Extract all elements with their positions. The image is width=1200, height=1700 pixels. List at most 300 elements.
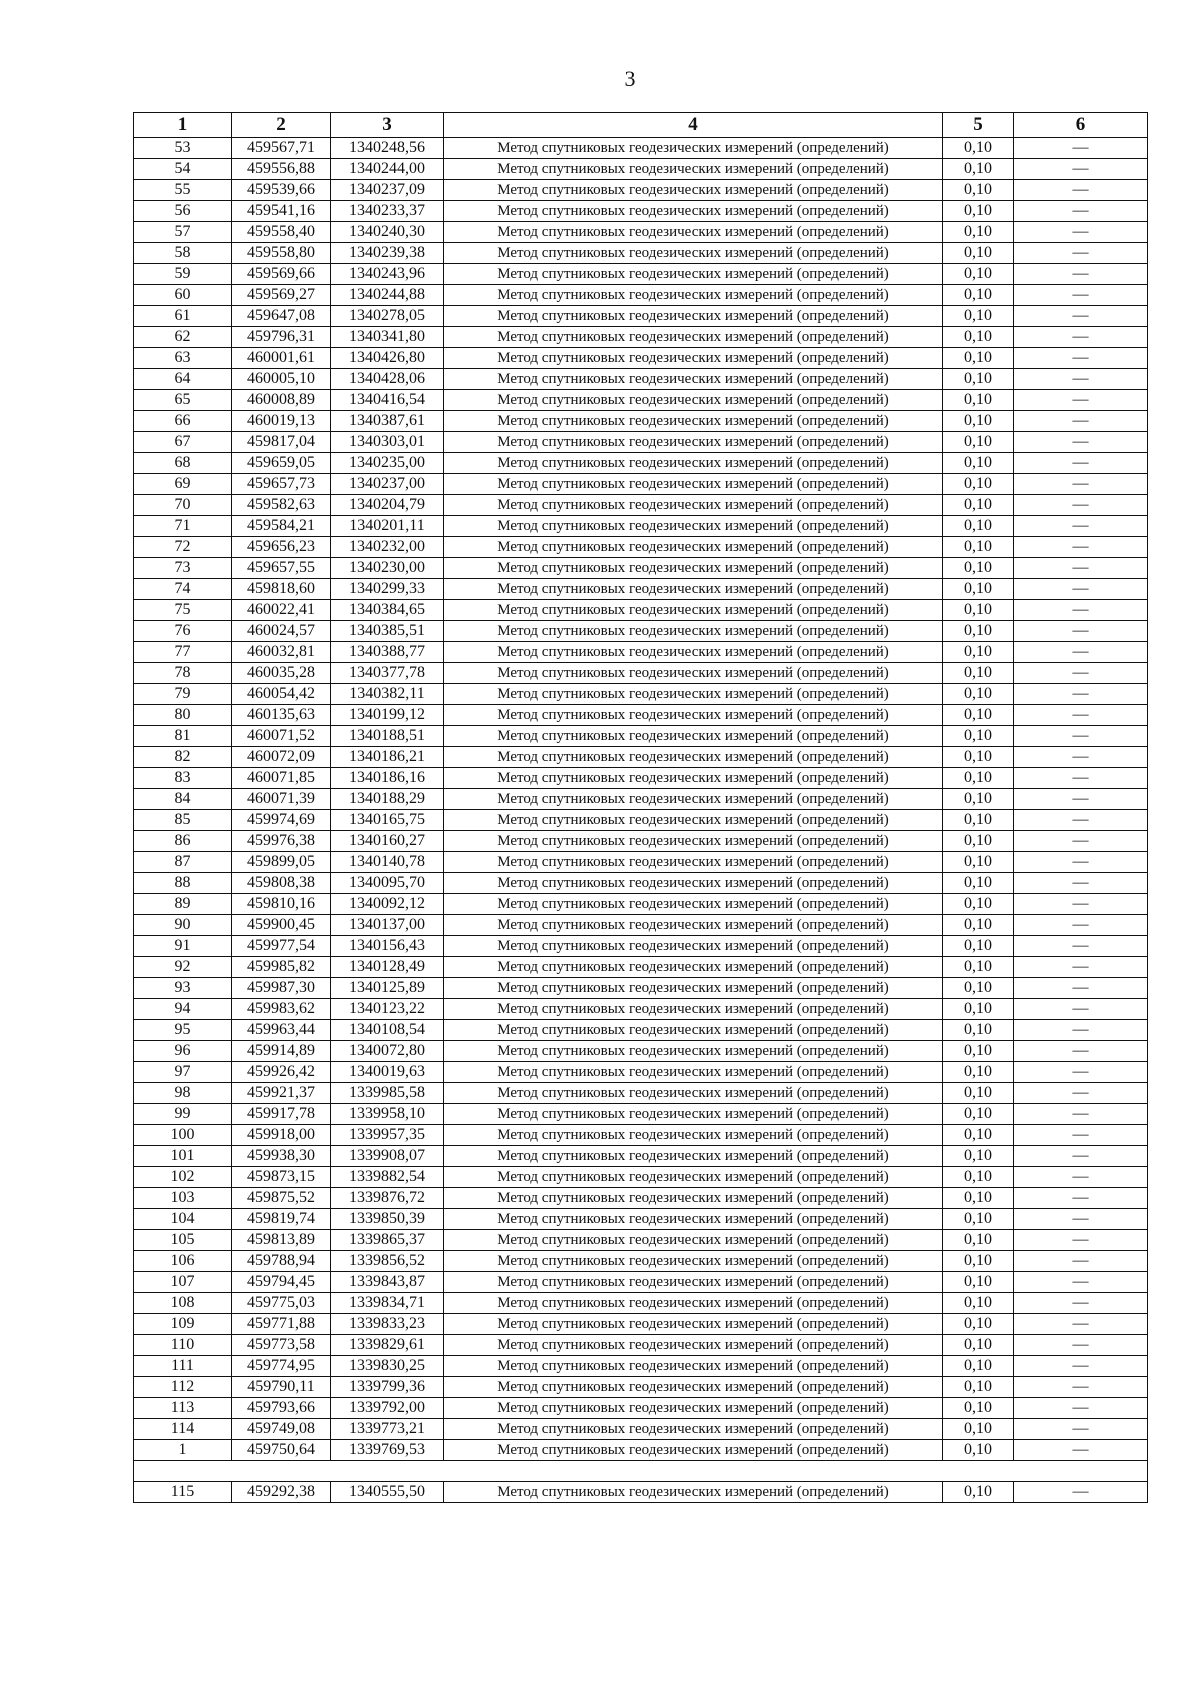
accuracy-cell: 0,10 xyxy=(943,915,1014,936)
accuracy-cell: 0,10 xyxy=(943,789,1014,810)
point-number-cell: 96 xyxy=(134,1041,232,1062)
accuracy-cell: 0,10 xyxy=(943,1335,1014,1356)
point-number-cell: 56 xyxy=(134,201,232,222)
accuracy-cell: 0,10 xyxy=(943,1272,1014,1293)
method-cell: Метод спутниковых геодезических измерений (определений) xyxy=(444,390,943,411)
description-cell: — xyxy=(1014,411,1148,432)
point-number-cell: 66 xyxy=(134,411,232,432)
y-coordinate-cell: 1340092,12 xyxy=(331,894,444,915)
accuracy-cell: 0,10 xyxy=(943,306,1014,327)
method-cell: Метод спутниковых геодезических измерений (определений) xyxy=(444,411,943,432)
point-number-cell: 108 xyxy=(134,1293,232,1314)
method-cell: Метод спутниковых геодезических измерений (определений) xyxy=(444,1167,943,1188)
accuracy-cell: 0,10 xyxy=(943,1167,1014,1188)
point-number-cell: 68 xyxy=(134,453,232,474)
x-coordinate-cell: 460135,63 xyxy=(232,705,331,726)
point-number-cell: 113 xyxy=(134,1398,232,1419)
point-number-cell: 112 xyxy=(134,1377,232,1398)
description-cell: — xyxy=(1014,831,1148,852)
table-row xyxy=(134,264,1148,285)
accuracy-cell: 0,10 xyxy=(943,159,1014,180)
x-coordinate-cell: 459918,00 xyxy=(232,1125,331,1146)
accuracy-cell: 0,10 xyxy=(943,1188,1014,1209)
table-row xyxy=(134,705,1148,726)
description-cell: — xyxy=(1014,432,1148,453)
accuracy-cell: 0,10 xyxy=(943,579,1014,600)
method-cell: Метод спутниковых геодезических измерений (определений) xyxy=(444,537,943,558)
table-row xyxy=(134,768,1148,789)
accuracy-cell: 0,10 xyxy=(943,1041,1014,1062)
y-coordinate-cell: 1339773,21 xyxy=(331,1419,444,1440)
accuracy-cell: 0,10 xyxy=(943,642,1014,663)
description-cell: — xyxy=(1014,537,1148,558)
accuracy-cell: 0,10 xyxy=(943,663,1014,684)
y-coordinate-cell: 1339882,54 xyxy=(331,1167,444,1188)
method-cell: Метод спутниковых геодезических измерений (определений) xyxy=(444,1419,943,1440)
method-cell: Метод спутниковых геодезических измерений (определений) xyxy=(444,1041,943,1062)
y-coordinate-cell: 1340108,54 xyxy=(331,1020,444,1041)
method-cell: Метод спутниковых геодезических измерений (определений) xyxy=(444,1398,943,1419)
method-cell: Метод спутниковых геодезических измерений (определений) xyxy=(444,516,943,537)
x-coordinate-cell: 459926,42 xyxy=(232,1062,331,1083)
description-cell: — xyxy=(1014,957,1148,978)
y-coordinate-cell: 1339985,58 xyxy=(331,1083,444,1104)
description-cell: — xyxy=(1014,1167,1148,1188)
point-number-cell: 99 xyxy=(134,1104,232,1125)
accuracy-cell: 0,10 xyxy=(943,558,1014,579)
method-cell: Метод спутниковых геодезических измерений (определений) xyxy=(444,327,943,348)
description-cell: — xyxy=(1014,684,1148,705)
x-coordinate-cell: 459793,66 xyxy=(232,1398,331,1419)
point-number-cell: 103 xyxy=(134,1188,232,1209)
accuracy-cell: 0,10 xyxy=(943,768,1014,789)
description-cell: — xyxy=(1014,201,1148,222)
method-cell: Метод спутниковых геодезических измерений (определений) xyxy=(444,726,943,747)
point-number-cell: 95 xyxy=(134,1020,232,1041)
y-coordinate-cell: 1339829,61 xyxy=(331,1335,444,1356)
table-row xyxy=(134,285,1148,306)
method-cell: Метод спутниковых геодезических измерений (определений) xyxy=(444,810,943,831)
table-row xyxy=(134,495,1148,516)
point-number-cell: 89 xyxy=(134,894,232,915)
method-cell: Метод спутниковых геодезических измерений (определений) xyxy=(444,957,943,978)
table-row xyxy=(134,747,1148,768)
x-coordinate-cell: 459569,27 xyxy=(232,285,331,306)
method-cell: Метод спутниковых геодезических измерений (определений) xyxy=(444,1482,943,1503)
description-cell: — xyxy=(1014,726,1148,747)
accuracy-cell: 0,10 xyxy=(943,327,1014,348)
method-cell: Метод спутниковых геодезических измерений (определений) xyxy=(444,600,943,621)
point-number-cell: 77 xyxy=(134,642,232,663)
accuracy-cell: 0,10 xyxy=(943,705,1014,726)
x-coordinate-cell: 460001,61 xyxy=(232,348,331,369)
y-coordinate-cell: 1339856,52 xyxy=(331,1251,444,1272)
point-number-cell: 58 xyxy=(134,243,232,264)
point-number-cell: 94 xyxy=(134,999,232,1020)
table-row xyxy=(134,1020,1148,1041)
table-row xyxy=(134,873,1148,894)
method-cell: Метод спутниковых геодезических измерений (определений) xyxy=(444,978,943,999)
y-coordinate-cell: 1340199,12 xyxy=(331,705,444,726)
y-coordinate-cell: 1340244,88 xyxy=(331,285,444,306)
table-body xyxy=(134,138,1148,1503)
table-row xyxy=(134,558,1148,579)
description-cell: — xyxy=(1014,1125,1148,1146)
point-number-cell: 79 xyxy=(134,684,232,705)
table-row xyxy=(134,789,1148,810)
y-coordinate-cell: 1340426,80 xyxy=(331,348,444,369)
accuracy-cell: 0,10 xyxy=(943,726,1014,747)
method-cell: Метод спутниковых геодезических измерений (определений) xyxy=(444,432,943,453)
method-cell: Метод спутниковых геодезических измерений (определений) xyxy=(444,1146,943,1167)
table-row xyxy=(134,852,1148,873)
description-cell: — xyxy=(1014,1188,1148,1209)
method-cell: Метод спутниковых геодезических измерений (определений) xyxy=(444,474,943,495)
method-cell: Метод спутниковых геодезических измерений (определений) xyxy=(444,999,943,1020)
method-cell: Метод спутниковых геодезических измерений (определений) xyxy=(444,1251,943,1272)
description-cell: — xyxy=(1014,243,1148,264)
accuracy-cell: 0,10 xyxy=(943,201,1014,222)
point-number-cell: 76 xyxy=(134,621,232,642)
y-coordinate-cell: 1340125,89 xyxy=(331,978,444,999)
table-row xyxy=(134,1146,1148,1167)
x-coordinate-cell: 459914,89 xyxy=(232,1041,331,1062)
header-col-3: 3 xyxy=(331,113,444,138)
accuracy-cell: 0,10 xyxy=(943,1104,1014,1125)
table-row xyxy=(134,1377,1148,1398)
accuracy-cell: 0,10 xyxy=(943,264,1014,285)
y-coordinate-cell: 1340230,00 xyxy=(331,558,444,579)
accuracy-cell: 0,10 xyxy=(943,1020,1014,1041)
accuracy-cell: 0,10 xyxy=(943,138,1014,159)
x-coordinate-cell: 459567,71 xyxy=(232,138,331,159)
table-row xyxy=(134,243,1148,264)
method-cell: Метод спутниковых геодезических измерений (определений) xyxy=(444,306,943,327)
table-row xyxy=(134,537,1148,558)
table-row xyxy=(134,432,1148,453)
method-cell: Метод спутниковых геодезических измерений (определений) xyxy=(444,1209,943,1230)
y-coordinate-cell: 1339876,72 xyxy=(331,1188,444,1209)
x-coordinate-cell: 459790,11 xyxy=(232,1377,331,1398)
x-coordinate-cell: 459921,37 xyxy=(232,1083,331,1104)
x-coordinate-cell: 460054,42 xyxy=(232,684,331,705)
y-coordinate-cell: 1340428,06 xyxy=(331,369,444,390)
method-cell: Метод спутниковых геодезических измерений (определений) xyxy=(444,201,943,222)
y-coordinate-cell: 1340201,11 xyxy=(331,516,444,537)
x-coordinate-cell: 459938,30 xyxy=(232,1146,331,1167)
description-cell: — xyxy=(1014,810,1148,831)
table-row xyxy=(134,663,1148,684)
point-number-cell: 64 xyxy=(134,369,232,390)
accuracy-cell: 0,10 xyxy=(943,936,1014,957)
x-coordinate-cell: 459875,52 xyxy=(232,1188,331,1209)
page-number: 3 xyxy=(624,66,636,91)
accuracy-cell: 0,10 xyxy=(943,369,1014,390)
x-coordinate-cell: 460072,09 xyxy=(232,747,331,768)
table-row xyxy=(134,1104,1148,1125)
accuracy-cell: 0,10 xyxy=(943,180,1014,201)
description-cell: — xyxy=(1014,516,1148,537)
x-coordinate-cell: 459985,82 xyxy=(232,957,331,978)
accuracy-cell: 0,10 xyxy=(943,999,1014,1020)
point-number-cell: 61 xyxy=(134,306,232,327)
accuracy-cell: 0,10 xyxy=(943,495,1014,516)
point-number-cell: 100 xyxy=(134,1125,232,1146)
y-coordinate-cell: 1339957,35 xyxy=(331,1125,444,1146)
x-coordinate-cell: 460008,89 xyxy=(232,390,331,411)
point-number-cell: 63 xyxy=(134,348,232,369)
method-cell: Метод спутниковых геодезических измерений (определений) xyxy=(444,747,943,768)
y-coordinate-cell: 1340303,01 xyxy=(331,432,444,453)
table-row xyxy=(134,1062,1148,1083)
point-number-cell: 83 xyxy=(134,768,232,789)
point-number-cell: 75 xyxy=(134,600,232,621)
x-coordinate-cell: 459749,08 xyxy=(232,1419,331,1440)
description-cell: — xyxy=(1014,1062,1148,1083)
method-cell: Метод спутниковых геодезических измерений (определений) xyxy=(444,936,943,957)
table-row xyxy=(134,1335,1148,1356)
table-row xyxy=(134,831,1148,852)
description-cell: — xyxy=(1014,1356,1148,1377)
point-number-cell: 93 xyxy=(134,978,232,999)
x-coordinate-cell: 459750,64 xyxy=(232,1440,331,1461)
description-cell: — xyxy=(1014,1419,1148,1440)
description-cell: — xyxy=(1014,1398,1148,1419)
y-coordinate-cell: 1339833,23 xyxy=(331,1314,444,1335)
point-number-cell: 1 xyxy=(134,1440,232,1461)
x-coordinate-cell: 459813,89 xyxy=(232,1230,331,1251)
description-cell: — xyxy=(1014,264,1148,285)
accuracy-cell: 0,10 xyxy=(943,1083,1014,1104)
point-number-cell: 57 xyxy=(134,222,232,243)
x-coordinate-cell: 459584,21 xyxy=(232,516,331,537)
table-row xyxy=(134,453,1148,474)
point-number-cell: 80 xyxy=(134,705,232,726)
y-coordinate-cell: 1340235,00 xyxy=(331,453,444,474)
x-coordinate-cell: 459656,23 xyxy=(232,537,331,558)
table-row xyxy=(134,201,1148,222)
description-cell: — xyxy=(1014,327,1148,348)
point-number-cell: 90 xyxy=(134,915,232,936)
method-cell: Метод спутниковых геодезических измерений (определений) xyxy=(444,1125,943,1146)
accuracy-cell: 0,10 xyxy=(943,1062,1014,1083)
x-coordinate-cell: 459977,54 xyxy=(232,936,331,957)
method-cell: Метод спутниковых геодезических измерений (определений) xyxy=(444,558,943,579)
y-coordinate-cell: 1339850,39 xyxy=(331,1209,444,1230)
description-cell: — xyxy=(1014,1293,1148,1314)
x-coordinate-cell: 459808,38 xyxy=(232,873,331,894)
accuracy-cell: 0,10 xyxy=(943,1230,1014,1251)
point-number-cell: 105 xyxy=(134,1230,232,1251)
point-number-cell: 111 xyxy=(134,1356,232,1377)
accuracy-cell: 0,10 xyxy=(943,1419,1014,1440)
description-cell: — xyxy=(1014,1230,1148,1251)
y-coordinate-cell: 1340186,21 xyxy=(331,747,444,768)
x-coordinate-cell: 459773,58 xyxy=(232,1335,331,1356)
table-row xyxy=(134,684,1148,705)
y-coordinate-cell: 1340128,49 xyxy=(331,957,444,978)
y-coordinate-cell: 1340156,43 xyxy=(331,936,444,957)
x-coordinate-cell: 459539,66 xyxy=(232,180,331,201)
point-number-cell: 59 xyxy=(134,264,232,285)
table-row xyxy=(134,222,1148,243)
table-row xyxy=(134,810,1148,831)
y-coordinate-cell: 1339958,10 xyxy=(331,1104,444,1125)
point-number-cell: 91 xyxy=(134,936,232,957)
x-coordinate-cell: 459987,30 xyxy=(232,978,331,999)
x-coordinate-cell: 459810,16 xyxy=(232,894,331,915)
description-cell: — xyxy=(1014,1482,1148,1503)
description-cell: — xyxy=(1014,306,1148,327)
point-number-cell: 67 xyxy=(134,432,232,453)
accuracy-cell: 0,10 xyxy=(943,747,1014,768)
description-cell: — xyxy=(1014,663,1148,684)
method-cell: Метод спутниковых геодезических измерений (определений) xyxy=(444,495,943,516)
table-row xyxy=(134,180,1148,201)
point-number-cell: 86 xyxy=(134,831,232,852)
method-cell: Метод спутниковых геодезических измерений (определений) xyxy=(444,243,943,264)
description-cell: — xyxy=(1014,1083,1148,1104)
table-row xyxy=(134,306,1148,327)
description-cell: — xyxy=(1014,390,1148,411)
accuracy-cell: 0,10 xyxy=(943,1398,1014,1419)
accuracy-cell: 0,10 xyxy=(943,810,1014,831)
method-cell: Метод спутниковых геодезических измерений (определений) xyxy=(444,768,943,789)
x-coordinate-cell: 459774,95 xyxy=(232,1356,331,1377)
x-coordinate-cell: 460005,10 xyxy=(232,369,331,390)
table-row xyxy=(134,957,1148,978)
accuracy-cell: 0,10 xyxy=(943,1125,1014,1146)
table-row xyxy=(134,1356,1148,1377)
x-coordinate-cell: 459963,44 xyxy=(232,1020,331,1041)
table-row xyxy=(134,1209,1148,1230)
y-coordinate-cell: 1340237,09 xyxy=(331,180,444,201)
x-coordinate-cell: 459558,80 xyxy=(232,243,331,264)
method-cell: Метод спутниковых геодезических измерений (определений) xyxy=(444,1020,943,1041)
description-cell: — xyxy=(1014,768,1148,789)
x-coordinate-cell: 459794,45 xyxy=(232,1272,331,1293)
description-cell: — xyxy=(1014,705,1148,726)
point-number-cell: 81 xyxy=(134,726,232,747)
x-coordinate-cell: 459292,38 xyxy=(232,1482,331,1503)
accuracy-cell: 0,10 xyxy=(943,1314,1014,1335)
method-cell: Метод спутниковых геодезических измерений (определений) xyxy=(444,1293,943,1314)
accuracy-cell: 0,10 xyxy=(943,537,1014,558)
x-coordinate-cell: 459983,62 xyxy=(232,999,331,1020)
point-number-cell: 82 xyxy=(134,747,232,768)
method-cell: Метод спутниковых геодезических измерений (определений) xyxy=(444,222,943,243)
y-coordinate-cell: 1340239,38 xyxy=(331,243,444,264)
x-coordinate-cell: 459541,16 xyxy=(232,201,331,222)
table-row xyxy=(134,159,1148,180)
x-coordinate-cell: 459775,03 xyxy=(232,1293,331,1314)
description-cell: — xyxy=(1014,1272,1148,1293)
point-number-cell: 106 xyxy=(134,1251,232,1272)
description-cell: — xyxy=(1014,789,1148,810)
accuracy-cell: 0,10 xyxy=(943,1209,1014,1230)
y-coordinate-cell: 1340140,78 xyxy=(331,852,444,873)
table-row xyxy=(134,936,1148,957)
description-cell: — xyxy=(1014,978,1148,999)
table-row xyxy=(134,1083,1148,1104)
method-cell: Метод спутниковых геодезических измерений (определений) xyxy=(444,663,943,684)
x-coordinate-cell: 459818,60 xyxy=(232,579,331,600)
y-coordinate-cell: 1339843,87 xyxy=(331,1272,444,1293)
description-cell: — xyxy=(1014,348,1148,369)
accuracy-cell: 0,10 xyxy=(943,1251,1014,1272)
point-number-cell: 101 xyxy=(134,1146,232,1167)
x-coordinate-cell: 460071,85 xyxy=(232,768,331,789)
y-coordinate-cell: 1340384,65 xyxy=(331,600,444,621)
method-cell: Метод спутниковых геодезических измерений (определений) xyxy=(444,1104,943,1125)
y-coordinate-cell: 1340123,22 xyxy=(331,999,444,1020)
accuracy-cell: 0,10 xyxy=(943,348,1014,369)
table-row xyxy=(134,1125,1148,1146)
point-number-cell: 97 xyxy=(134,1062,232,1083)
method-cell: Метод спутниковых геодезических измерений (определений) xyxy=(444,642,943,663)
header-col-1: 1 xyxy=(134,113,232,138)
method-cell: Метод спутниковых геодезических измерений (определений) xyxy=(444,1314,943,1335)
header-col-4: 4 xyxy=(444,113,943,138)
description-cell: — xyxy=(1014,138,1148,159)
table-row xyxy=(134,411,1148,432)
y-coordinate-cell: 1340232,00 xyxy=(331,537,444,558)
description-cell: — xyxy=(1014,1104,1148,1125)
table-row xyxy=(134,915,1148,936)
method-cell: Метод спутниковых геодезических измерений (определений) xyxy=(444,369,943,390)
point-number-cell: 98 xyxy=(134,1083,232,1104)
table-row xyxy=(134,600,1148,621)
description-cell: — xyxy=(1014,1209,1148,1230)
table-row xyxy=(134,369,1148,390)
accuracy-cell: 0,10 xyxy=(943,516,1014,537)
point-number-cell: 55 xyxy=(134,180,232,201)
x-coordinate-cell: 459873,15 xyxy=(232,1167,331,1188)
y-coordinate-cell: 1339799,36 xyxy=(331,1377,444,1398)
table-row xyxy=(134,516,1148,537)
y-coordinate-cell: 1340240,30 xyxy=(331,222,444,243)
x-coordinate-cell: 460071,39 xyxy=(232,789,331,810)
x-coordinate-cell: 460019,13 xyxy=(232,411,331,432)
point-number-cell: 73 xyxy=(134,558,232,579)
table-gap-row xyxy=(134,1461,1148,1482)
point-number-cell: 87 xyxy=(134,852,232,873)
point-number-cell: 115 xyxy=(134,1482,232,1503)
method-cell: Метод спутниковых геодезических измерений (определений) xyxy=(444,1440,943,1461)
x-coordinate-cell: 459974,69 xyxy=(232,810,331,831)
method-cell: Метод спутниковых геодезических измерений (определений) xyxy=(444,915,943,936)
y-coordinate-cell: 1339769,53 xyxy=(331,1440,444,1461)
description-cell: — xyxy=(1014,579,1148,600)
method-cell: Метод спутниковых геодезических измерений (определений) xyxy=(444,621,943,642)
y-coordinate-cell: 1340243,96 xyxy=(331,264,444,285)
x-coordinate-cell: 459659,05 xyxy=(232,453,331,474)
description-cell: — xyxy=(1014,1020,1148,1041)
description-cell: — xyxy=(1014,1440,1148,1461)
method-cell: Метод спутниковых геодезических измерений (определений) xyxy=(444,579,943,600)
y-coordinate-cell: 1340233,37 xyxy=(331,201,444,222)
description-cell: — xyxy=(1014,1314,1148,1335)
y-coordinate-cell: 1339908,07 xyxy=(331,1146,444,1167)
method-cell: Метод спутниковых геодезических измерений (определений) xyxy=(444,1230,943,1251)
method-cell: Метод спутниковых геодезических измерений (определений) xyxy=(444,1083,943,1104)
point-number-cell: 109 xyxy=(134,1314,232,1335)
point-number-cell: 74 xyxy=(134,579,232,600)
x-coordinate-cell: 459819,74 xyxy=(232,1209,331,1230)
x-coordinate-cell: 459582,63 xyxy=(232,495,331,516)
point-number-cell: 70 xyxy=(134,495,232,516)
x-coordinate-cell: 459976,38 xyxy=(232,831,331,852)
